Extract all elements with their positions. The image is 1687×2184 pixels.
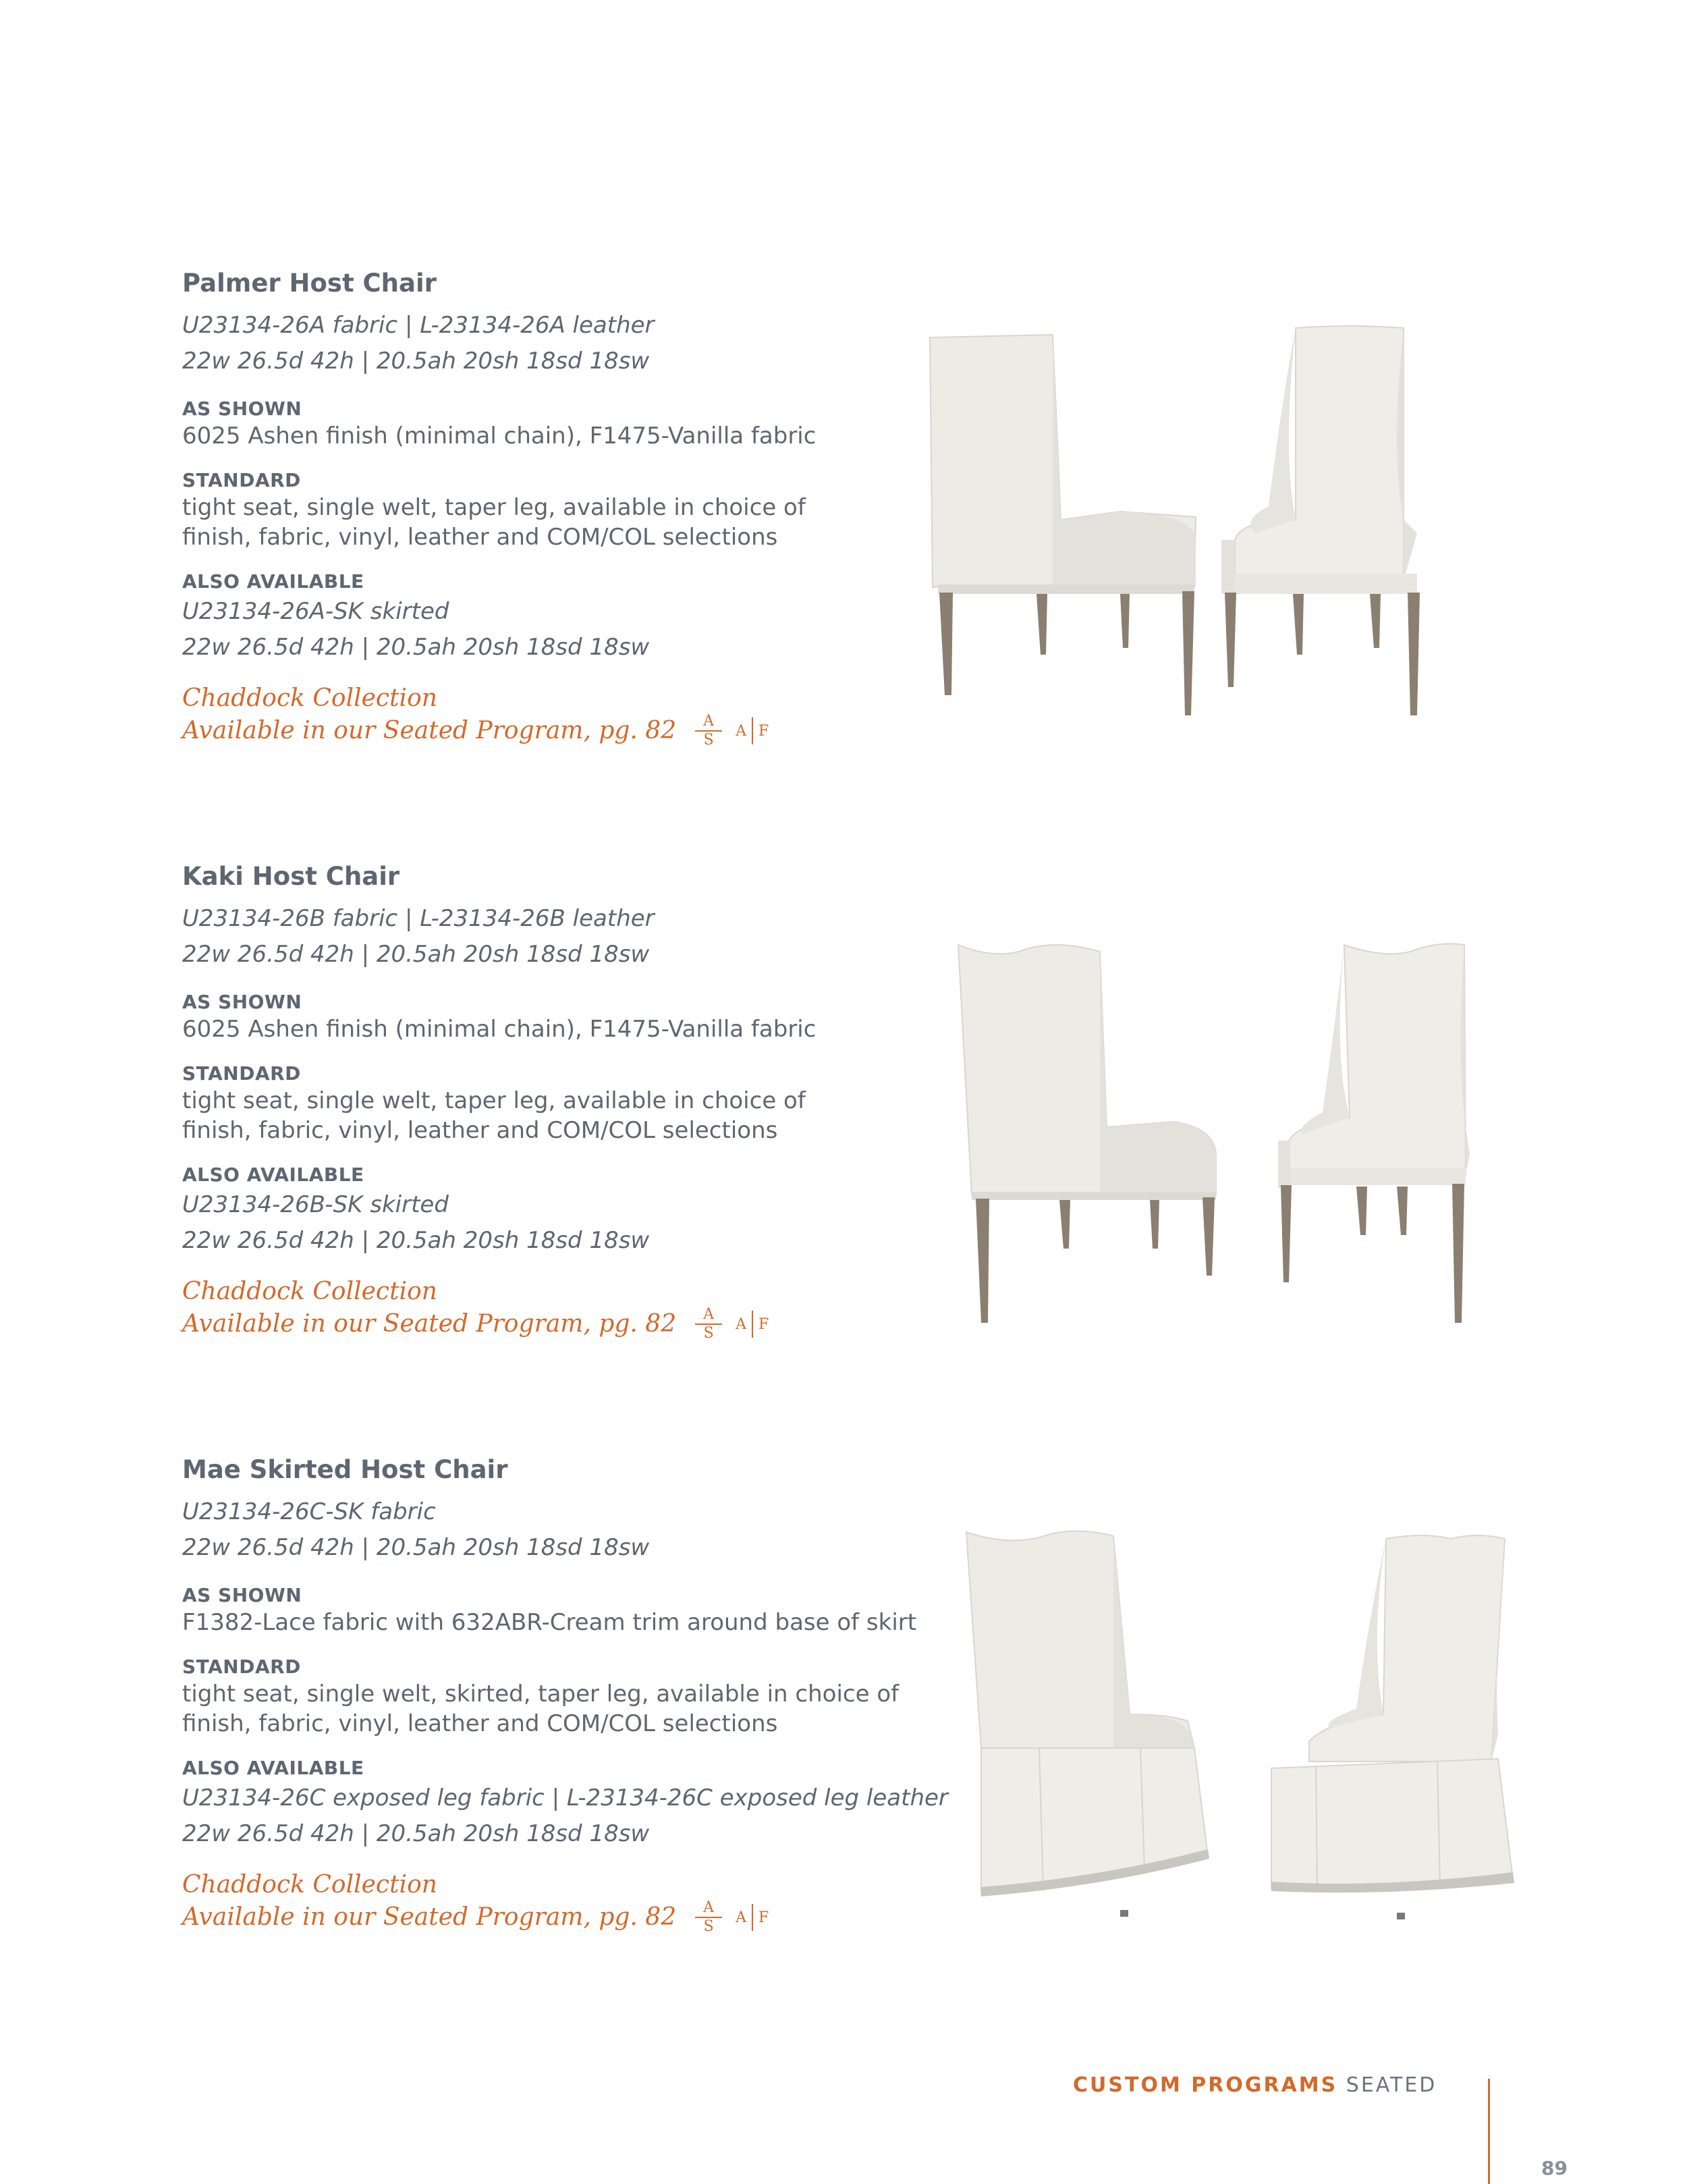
product-palmer [182, 267, 965, 748]
chair-back-view [958, 945, 1216, 1323]
chair-front-view [1278, 944, 1470, 1323]
product-mae [182, 1454, 965, 1934]
mae-chairs-photo [965, 1519, 1539, 1930]
footer-rest: SEATED [1346, 2073, 1437, 2097]
product-spec: U23134-26B fabric | L-23134-26B leather [182, 905, 655, 932]
collection-name: Chaddock Collection [182, 1278, 437, 1305]
also-available-dimensions: 22w 26.5d 42h | 20.5ah 20sh 18sd 18sw [182, 634, 650, 661]
product-spec: U23134-26A fabric | L-23134-26A leather [182, 312, 655, 339]
standard-text-line1: tight seat, single welt, skirted, taper leg, available in choice of [182, 1681, 900, 1708]
logo-bottom: S [703, 1325, 714, 1342]
chair-back-view [966, 1531, 1209, 1917]
chair-front-view [1221, 326, 1420, 715]
footer-section-label [1073, 2073, 1437, 2097]
standard-label: STANDARD [182, 469, 301, 491]
product-spec: U23134-26C-SK fabric [182, 1498, 436, 1525]
footer-divider [1488, 2079, 1490, 2184]
also-available-spec: U23134-26A-SK skirted [182, 598, 449, 625]
as-shown-text: 6025 Ashen finish (minimal chain), F1475-Vanilla fabric [182, 422, 817, 449]
product-kaki [182, 861, 965, 1341]
as-shown-text: 6025 Ashen finish (minimal chain), F1475-Vanilla fabric [182, 1016, 817, 1043]
also-available-label: ALSO AVAILABLE [182, 570, 364, 593]
as-af-logo [695, 1307, 769, 1341]
logo-right: F [758, 722, 769, 740]
also-available-spec: U23134-26C exposed leg fabric | L-23134-26C exposed leg leather [182, 1784, 948, 1811]
logo-bottom: S [703, 1918, 714, 1935]
logo-right: F [758, 1315, 769, 1333]
also-available-dimensions: 22w 26.5d 42h | 20.5ah 20sh 18sd 18sw [182, 1227, 650, 1254]
product-title: Palmer Host Chair [182, 269, 437, 298]
page-number: 89 [1541, 2157, 1568, 2179]
also-available-label: ALSO AVAILABLE [182, 1757, 364, 1779]
product-dimensions: 22w 26.5d 42h | 20.5ah 20sh 18sd 18sw [182, 348, 650, 375]
logo-right: F [758, 1909, 769, 1926]
logo-top: A [703, 1306, 715, 1323]
availability-row [182, 714, 965, 748]
chair-front-view [1271, 1535, 1514, 1919]
standard-text-line2: finish, fabric, vinyl, leather and COM/COL selections [182, 1710, 778, 1737]
as-af-logo [695, 714, 769, 748]
logo-bottom: S [703, 732, 714, 748]
standard-text-line1: tight seat, single welt, taper leg, available in choice of [182, 1087, 806, 1114]
as-shown-label: AS SHOWN [182, 991, 302, 1013]
standard-text-line1: tight seat, single welt, taper leg, available in choice of [182, 494, 806, 521]
availability-text: Available in our Seated Program, pg. 82 [182, 1903, 677, 1931]
logo-top: A [703, 713, 715, 730]
also-available-dimensions: 22w 26.5d 42h | 20.5ah 20sh 18sd 18sw [182, 1820, 650, 1847]
collection-name: Chaddock Collection [182, 684, 437, 712]
logo-left: A [736, 722, 747, 740]
as-shown-text: F1382-Lace fabric with 632ABR-Cream trim around base of skirt [182, 1609, 917, 1636]
availability-row [182, 1307, 965, 1341]
also-available-spec: U23134-26B-SK skirted [182, 1191, 449, 1218]
kaki-chairs-photo [951, 931, 1505, 1336]
collection-name: Chaddock Collection [182, 1871, 437, 1899]
as-af-logo [695, 1901, 769, 1934]
logo-top: A [703, 1899, 715, 1916]
as-shown-label: AS SHOWN [182, 398, 302, 420]
standard-label: STANDARD [182, 1656, 301, 1678]
availability-text: Available in our Seated Program, pg. 82 [182, 1310, 677, 1338]
palmer-chairs-photo [918, 317, 1491, 736]
standard-text-line2: finish, fabric, vinyl, leather and COM/COL selections [182, 524, 778, 551]
footer-accent: CUSTOM PROGRAMS [1073, 2073, 1338, 2097]
availability-text: Available in our Seated Program, pg. 82 [182, 717, 677, 744]
chair-back-view [930, 335, 1196, 715]
product-dimensions: 22w 26.5d 42h | 20.5ah 20sh 18sd 18sw [182, 1534, 650, 1561]
availability-row [182, 1901, 965, 1934]
standard-text-line2: finish, fabric, vinyl, leather and COM/COL selections [182, 1117, 778, 1144]
product-title: Mae Skirted Host Chair [182, 1455, 508, 1484]
also-available-label: ALSO AVAILABLE [182, 1164, 364, 1186]
standard-label: STANDARD [182, 1062, 301, 1085]
as-shown-label: AS SHOWN [182, 1584, 302, 1606]
logo-left: A [736, 1315, 747, 1333]
product-title: Kaki Host Chair [182, 862, 400, 891]
logo-left: A [736, 1909, 747, 1926]
product-dimensions: 22w 26.5d 42h | 20.5ah 20sh 18sd 18sw [182, 941, 650, 968]
